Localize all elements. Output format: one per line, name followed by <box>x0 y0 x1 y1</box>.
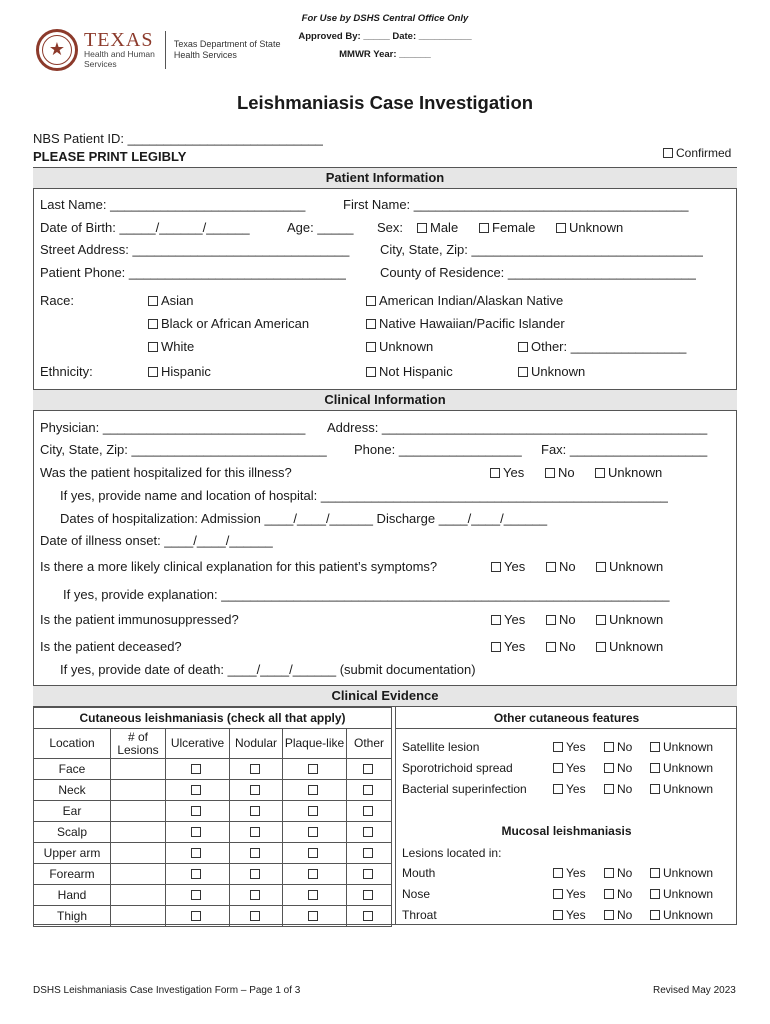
checkbox-icon <box>546 562 556 572</box>
lesion-type-checkbox[interactable] <box>230 843 283 864</box>
checkbox-icon <box>491 562 501 572</box>
checkbox-icon <box>596 562 606 572</box>
checkbox-icon <box>191 806 201 816</box>
checkbox-icon <box>363 848 373 858</box>
other-feature-2-label: Bacterial superinfection <box>402 782 527 796</box>
lesion-type-checkbox[interactable] <box>283 906 347 927</box>
race-unknown-checkbox[interactable] <box>366 339 433 354</box>
no-label: No <box>617 908 633 922</box>
lesion-type-checkbox[interactable] <box>347 801 392 822</box>
explanation-field[interactable]: If yes, provide explanation: ______________________________________________________________ <box>63 587 670 602</box>
lesion-type-checkbox[interactable] <box>166 801 230 822</box>
checkbox-icon <box>595 468 605 478</box>
hospital-name-field[interactable]: If yes, provide name and location of hospital: ________________________________________________ <box>60 488 668 503</box>
hispanic-label: Hispanic <box>161 364 211 379</box>
checkbox-icon <box>308 890 318 900</box>
table-row <box>34 906 392 927</box>
yes-label: Yes <box>566 887 586 901</box>
checkbox-icon <box>553 910 563 920</box>
sex-female-checkbox[interactable] <box>479 220 535 235</box>
lesion-type-checkbox[interactable] <box>347 759 392 780</box>
ethnicity-hispanic-checkbox[interactable] <box>148 364 211 379</box>
checkbox-icon <box>308 848 318 858</box>
lesion-type-checkbox[interactable] <box>347 780 392 801</box>
hosp-yes-checkbox[interactable] <box>490 465 524 480</box>
checkbox-icon <box>308 785 318 795</box>
location-cell: Hand <box>34 885 111 906</box>
yes-label: Yes <box>566 866 586 880</box>
logo-sub-1: Health and Human <box>84 49 155 59</box>
checkbox-icon <box>650 763 660 773</box>
lesion-type-checkbox[interactable] <box>166 759 230 780</box>
lesion-count-input[interactable] <box>111 843 166 864</box>
race-unknown-label: Unknown <box>379 339 434 354</box>
office-use-note: For Use by DSHS Central Office Only <box>301 13 469 24</box>
lesion-count-input[interactable] <box>111 759 166 780</box>
checkbox-icon <box>148 342 158 352</box>
checkbox-icon <box>250 785 260 795</box>
race-asian-checkbox[interactable] <box>148 293 194 308</box>
checkbox-icon <box>604 784 614 794</box>
mucosal-0-yes-checkbox[interactable] <box>553 866 586 880</box>
no-label: No <box>617 866 633 880</box>
nhpi-label: Native Hawaiian/Pacific Islander <box>379 316 565 331</box>
white-label: White <box>161 339 195 354</box>
evidence-divider <box>395 707 396 925</box>
race-other-checkbox[interactable] <box>518 339 686 354</box>
checkbox-icon <box>308 806 318 816</box>
physician-city-field[interactable]: City, State, Zip: ___________________________ <box>40 442 327 457</box>
checkbox-icon <box>490 468 500 478</box>
table-row <box>34 780 392 801</box>
ethnicity-not-hispanic-checkbox[interactable] <box>366 364 453 379</box>
ethnicity-label: Ethnicity: <box>40 364 93 379</box>
print-legibly-note: PLEASE PRINT LEGIBLY <box>33 149 187 164</box>
lesion-type-checkbox[interactable] <box>283 843 347 864</box>
checkbox-icon <box>546 615 556 625</box>
unknown-label: Unknown <box>609 559 664 574</box>
yes-label: Yes <box>566 908 586 922</box>
checkbox-icon <box>604 742 614 752</box>
patient-phone-field[interactable]: Patient Phone: ______________________________ <box>40 265 346 280</box>
checkbox-icon <box>148 367 158 377</box>
lesion-count-input[interactable] <box>111 801 166 822</box>
lesion-count-input[interactable] <box>111 780 166 801</box>
mucosal-1-label: Nose <box>402 887 431 901</box>
mucosal-0-unknown-checkbox[interactable] <box>650 866 713 880</box>
checkbox-icon <box>650 889 660 899</box>
explain-unknown-checkbox[interactable] <box>596 559 663 574</box>
checkbox-icon <box>191 890 201 900</box>
lesion-type-checkbox[interactable] <box>283 801 347 822</box>
logo-dept-2: Health Services <box>173 50 237 60</box>
other-feature-0-unknown-checkbox[interactable] <box>650 740 713 754</box>
col-ulcerative: Ulcerative <box>166 729 230 759</box>
no-label: No <box>617 887 633 901</box>
lesion-count-input[interactable] <box>111 885 166 906</box>
lesion-type-checkbox[interactable] <box>347 843 392 864</box>
checkbox-icon <box>363 827 373 837</box>
deceased-question: Is the patient deceased? <box>40 639 182 654</box>
mucosal-2-label: Throat <box>402 908 437 922</box>
cutaneous-title: Cutaneous leishmaniasis (check all that apply) <box>34 708 392 729</box>
checkbox-icon <box>604 868 614 878</box>
lesions-located-label: Lesions located in: <box>402 846 502 860</box>
location-cell: Ear <box>34 801 111 822</box>
texas-seal-icon: ★ <box>36 29 78 71</box>
checkbox-icon <box>308 869 318 879</box>
lesion-type-checkbox[interactable] <box>283 864 347 885</box>
lesion-type-checkbox[interactable] <box>347 906 392 927</box>
lesion-type-checkbox[interactable] <box>166 864 230 885</box>
cutaneous-table <box>33 707 392 927</box>
unknown-label: Unknown <box>663 887 714 901</box>
checkbox-icon <box>250 890 260 900</box>
first-name-field[interactable]: First Name: ______________________________________ <box>343 197 689 212</box>
checkbox-icon <box>556 223 566 233</box>
section-patient-information: Patient Information <box>33 167 737 189</box>
checkbox-icon <box>518 367 528 377</box>
logo-sub-2: Services <box>84 59 117 69</box>
checkbox-icon <box>417 223 427 233</box>
checkbox-icon <box>250 764 260 774</box>
race-label: Race: <box>40 293 74 308</box>
physician-field[interactable]: Physician: ____________________________ <box>40 420 306 435</box>
race-other-label: Other: ________________ <box>531 339 687 354</box>
checkbox-icon <box>148 319 158 329</box>
no-label: No <box>617 782 633 796</box>
black-label: Black or African American <box>161 316 310 331</box>
checkbox-icon <box>191 848 201 858</box>
table-row <box>34 885 392 906</box>
lesion-type-checkbox[interactable] <box>230 822 283 843</box>
immuno-yes-checkbox[interactable] <box>491 612 525 627</box>
unknown-label: Unknown <box>609 612 664 627</box>
sex-male-checkbox[interactable] <box>417 220 458 235</box>
unknown-label: Unknown <box>663 782 714 796</box>
male-label: Male <box>430 220 459 235</box>
unknown-label: Unknown <box>663 908 714 922</box>
checkbox-icon <box>553 763 563 773</box>
checkbox-icon <box>363 785 373 795</box>
yes-label: Yes <box>504 612 526 627</box>
immuno-no-checkbox[interactable] <box>546 612 576 627</box>
checkbox-icon <box>604 910 614 920</box>
other-feature-0-label: Satellite lesion <box>402 740 480 754</box>
other-feature-2-no-checkbox[interactable] <box>604 782 632 796</box>
checkbox-icon <box>545 468 555 478</box>
explain-no-checkbox[interactable] <box>546 559 576 574</box>
mucosal-1-no-checkbox[interactable] <box>604 887 632 901</box>
checkbox-icon <box>250 806 260 816</box>
race-aian-checkbox[interactable] <box>366 293 563 308</box>
checkbox-icon <box>491 642 501 652</box>
checkbox-icon <box>650 910 660 920</box>
other-feature-2-yes-checkbox[interactable] <box>553 782 586 796</box>
lesion-type-checkbox[interactable] <box>283 822 347 843</box>
female-label: Female <box>492 220 536 235</box>
physician-address-field[interactable]: Address: _____________________________________________ <box>327 420 708 435</box>
unknown-label: Unknown <box>663 761 714 775</box>
mmwr-year-field[interactable]: MMWR Year: ______ <box>339 49 431 60</box>
lesion-type-checkbox[interactable] <box>347 864 392 885</box>
lesion-type-checkbox[interactable] <box>230 885 283 906</box>
lesion-count-input[interactable] <box>111 906 166 927</box>
sex-unknown-checkbox[interactable] <box>556 220 623 235</box>
last-name-field[interactable]: Last Name: ___________________________ <box>40 197 306 212</box>
checkbox-icon <box>308 827 318 837</box>
checkbox-icon <box>604 763 614 773</box>
checkbox-icon <box>191 785 201 795</box>
footer-left: DSHS Leishmaniasis Case Investigation Form – Page 1 of 3 <box>33 985 301 996</box>
mucosal-2-unknown-checkbox[interactable] <box>650 908 713 922</box>
checkbox-icon <box>553 742 563 752</box>
confirmed-label: Confirmed <box>676 146 732 160</box>
lesion-type-checkbox[interactable] <box>166 906 230 927</box>
deceased-yes-checkbox[interactable] <box>491 639 525 654</box>
lesion-type-checkbox[interactable] <box>283 759 347 780</box>
race-black-checkbox[interactable] <box>148 316 309 331</box>
immuno-unknown-checkbox[interactable] <box>596 612 663 627</box>
table-row <box>34 801 392 822</box>
checkbox-icon <box>363 764 373 774</box>
checkbox-icon <box>650 742 660 752</box>
table-row <box>34 864 392 885</box>
illness-onset-field[interactable]: Date of illness onset: ____/____/______ <box>40 533 273 548</box>
col-nodular: Nodular <box>230 729 283 759</box>
no-label: No <box>559 612 576 627</box>
lesion-type-checkbox[interactable] <box>166 780 230 801</box>
age-field[interactable]: Age: _____ <box>287 220 354 235</box>
lesion-type-checkbox[interactable] <box>347 822 392 843</box>
lesion-type-checkbox[interactable] <box>230 801 283 822</box>
checkbox-icon <box>479 223 489 233</box>
mucosal-1-yes-checkbox[interactable] <box>553 887 586 901</box>
other-feature-2-unknown-checkbox[interactable] <box>650 782 713 796</box>
mucosal-0-no-checkbox[interactable] <box>604 866 632 880</box>
checkbox-icon <box>553 784 563 794</box>
lesion-type-checkbox[interactable] <box>230 759 283 780</box>
checkbox-icon <box>596 615 606 625</box>
mucosal-2-yes-checkbox[interactable] <box>553 908 586 922</box>
checkbox-icon <box>491 615 501 625</box>
checkbox-icon <box>191 869 201 879</box>
unknown-label: Unknown <box>663 740 714 754</box>
lesion-type-checkbox[interactable] <box>230 906 283 927</box>
no-label: No <box>559 639 576 654</box>
deceased-unknown-checkbox[interactable] <box>596 639 663 654</box>
checkbox-icon <box>250 911 260 921</box>
col-lesions: # of Lesions <box>111 729 166 759</box>
footer-right: Revised May 2023 <box>653 985 736 996</box>
not-hispanic-label: Not Hispanic <box>379 364 453 379</box>
race-white-checkbox[interactable] <box>148 339 194 354</box>
checkbox-icon <box>250 827 260 837</box>
yes-label: Yes <box>566 740 586 754</box>
checkbox-icon <box>250 869 260 879</box>
other-feature-1-no-checkbox[interactable] <box>604 761 632 775</box>
approved-by-field[interactable]: Approved By: _____ Date: __________ <box>298 31 472 42</box>
other-feature-1-unknown-checkbox[interactable] <box>650 761 713 775</box>
lesion-type-checkbox[interactable] <box>230 780 283 801</box>
date-of-death-field[interactable]: If yes, provide date of death: ____/____/______ (submit documentation) <box>60 662 476 677</box>
checkbox-icon <box>191 827 201 837</box>
dob-field[interactable]: Date of Birth: _____/______/______ <box>40 220 250 235</box>
lesion-type-checkbox[interactable] <box>283 780 347 801</box>
checkbox-icon <box>518 342 528 352</box>
table-row <box>34 843 392 864</box>
location-cell: Forearm <box>34 864 111 885</box>
mucosal-title: Mucosal leishmaniasis <box>501 824 632 838</box>
other-feature-1-yes-checkbox[interactable] <box>553 761 586 775</box>
yes-label: Yes <box>504 639 526 654</box>
col-location: Location <box>34 729 111 759</box>
lesion-type-checkbox[interactable] <box>283 885 347 906</box>
checkbox-icon <box>363 806 373 816</box>
mucosal-0-label: Mouth <box>402 866 436 880</box>
page-title: Leishmaniasis Case Investigation <box>236 92 534 113</box>
checkbox-icon <box>366 296 376 306</box>
no-label: No <box>617 761 633 775</box>
checkbox-icon <box>250 848 260 858</box>
explanation-question: Is there a more likely clinical explanation for this patient’s symptoms? <box>40 559 438 574</box>
lesion-count-input[interactable] <box>111 822 166 843</box>
location-cell: Upper arm <box>34 843 111 864</box>
location-cell: Thigh <box>34 906 111 927</box>
asian-label: Asian <box>161 293 194 308</box>
physician-phone-field[interactable]: Phone: _________________ <box>354 442 522 457</box>
other-feature-0-no-checkbox[interactable] <box>604 740 632 754</box>
aian-label: American Indian/Alaskan Native <box>379 293 564 308</box>
unknown-label: Unknown <box>663 866 714 880</box>
mucosal-1-unknown-checkbox[interactable] <box>650 887 713 901</box>
lesion-type-checkbox[interactable] <box>166 885 230 906</box>
checkbox-icon <box>191 911 201 921</box>
checkbox-icon <box>663 148 673 158</box>
location-cell: Face <box>34 759 111 780</box>
ethnicity-unknown-label: Unknown <box>531 364 586 379</box>
yes-label: Yes <box>566 782 586 796</box>
checkbox-icon <box>596 642 606 652</box>
checkbox-icon <box>366 367 376 377</box>
hospitalized-question: Was the patient hospitalized for this illness? <box>40 465 292 480</box>
street-address-field[interactable]: Street Address: ______________________________ <box>40 242 350 257</box>
section-clinical-evidence: Clinical Evidence <box>33 685 737 707</box>
other-feature-1-label: Sporotrichoid spread <box>402 761 513 775</box>
unknown-label: Unknown <box>608 465 663 480</box>
checkbox-icon <box>363 911 373 921</box>
race-nhpi-checkbox[interactable] <box>366 316 565 331</box>
table-row <box>34 759 392 780</box>
yes-label: Yes <box>503 465 525 480</box>
location-cell: Neck <box>34 780 111 801</box>
checkbox-icon <box>546 642 556 652</box>
no-label: No <box>558 465 575 480</box>
unknown-label: Unknown <box>609 639 664 654</box>
checkbox-icon <box>308 911 318 921</box>
yes-label: Yes <box>504 559 526 574</box>
hospitalization-dates-field[interactable]: Dates of hospitalization: Admission ____/____/______ Discharge ____/____/______ <box>60 511 548 526</box>
lesion-type-checkbox[interactable] <box>347 885 392 906</box>
checkbox-icon <box>308 764 318 774</box>
checkbox-icon <box>553 868 563 878</box>
col-other: Other <box>347 729 392 759</box>
confirmed-checkbox[interactable] <box>663 146 731 160</box>
location-cell: Scalp <box>34 822 111 843</box>
other-features-title: Other cutaneous features <box>493 711 640 725</box>
lesion-type-checkbox[interactable] <box>166 822 230 843</box>
lesion-count-input[interactable] <box>111 864 166 885</box>
city-state-zip-field[interactable]: City, State, Zip: ________________________________ <box>380 242 703 257</box>
sex-label: Sex: <box>377 220 404 235</box>
section-clinical-information: Clinical Information <box>33 389 737 411</box>
lesion-type-checkbox[interactable] <box>166 843 230 864</box>
unknown-label: Unknown <box>569 220 624 235</box>
logo-texas-text: TEXAS <box>84 29 154 51</box>
checkbox-icon <box>191 764 201 774</box>
explain-yes-checkbox[interactable] <box>491 559 525 574</box>
physician-fax-field[interactable]: Fax: ___________________ <box>541 442 708 457</box>
county-field[interactable]: County of Residence: __________________________ <box>380 265 696 280</box>
checkbox-icon <box>366 342 376 352</box>
logo-dept-1: Texas Department of State <box>173 39 281 49</box>
lesion-type-checkbox[interactable] <box>230 864 283 885</box>
immunosuppressed-question: Is the patient immunosuppressed? <box>40 612 239 627</box>
checkbox-icon <box>363 869 373 879</box>
no-label: No <box>559 559 576 574</box>
checkbox-icon <box>650 784 660 794</box>
deceased-no-checkbox[interactable] <box>546 639 576 654</box>
mucosal-2-no-checkbox[interactable] <box>604 908 632 922</box>
yes-label: Yes <box>566 761 586 775</box>
hosp-unknown-checkbox[interactable] <box>595 465 662 480</box>
other-features-divider <box>395 728 737 729</box>
checkbox-icon <box>366 319 376 329</box>
hosp-no-checkbox[interactable] <box>545 465 575 480</box>
other-feature-0-yes-checkbox[interactable] <box>553 740 586 754</box>
checkbox-icon <box>363 890 373 900</box>
nbs-patient-id-field[interactable]: NBS Patient ID: ___________________________ <box>33 131 323 146</box>
table-row <box>34 822 392 843</box>
col-plaque-like: Plaque-like <box>283 729 347 759</box>
ethnicity-unknown-checkbox[interactable] <box>518 364 585 379</box>
checkbox-icon <box>650 868 660 878</box>
checkbox-icon <box>553 889 563 899</box>
checkbox-icon <box>604 889 614 899</box>
checkbox-icon <box>148 296 158 306</box>
no-label: No <box>617 740 633 754</box>
